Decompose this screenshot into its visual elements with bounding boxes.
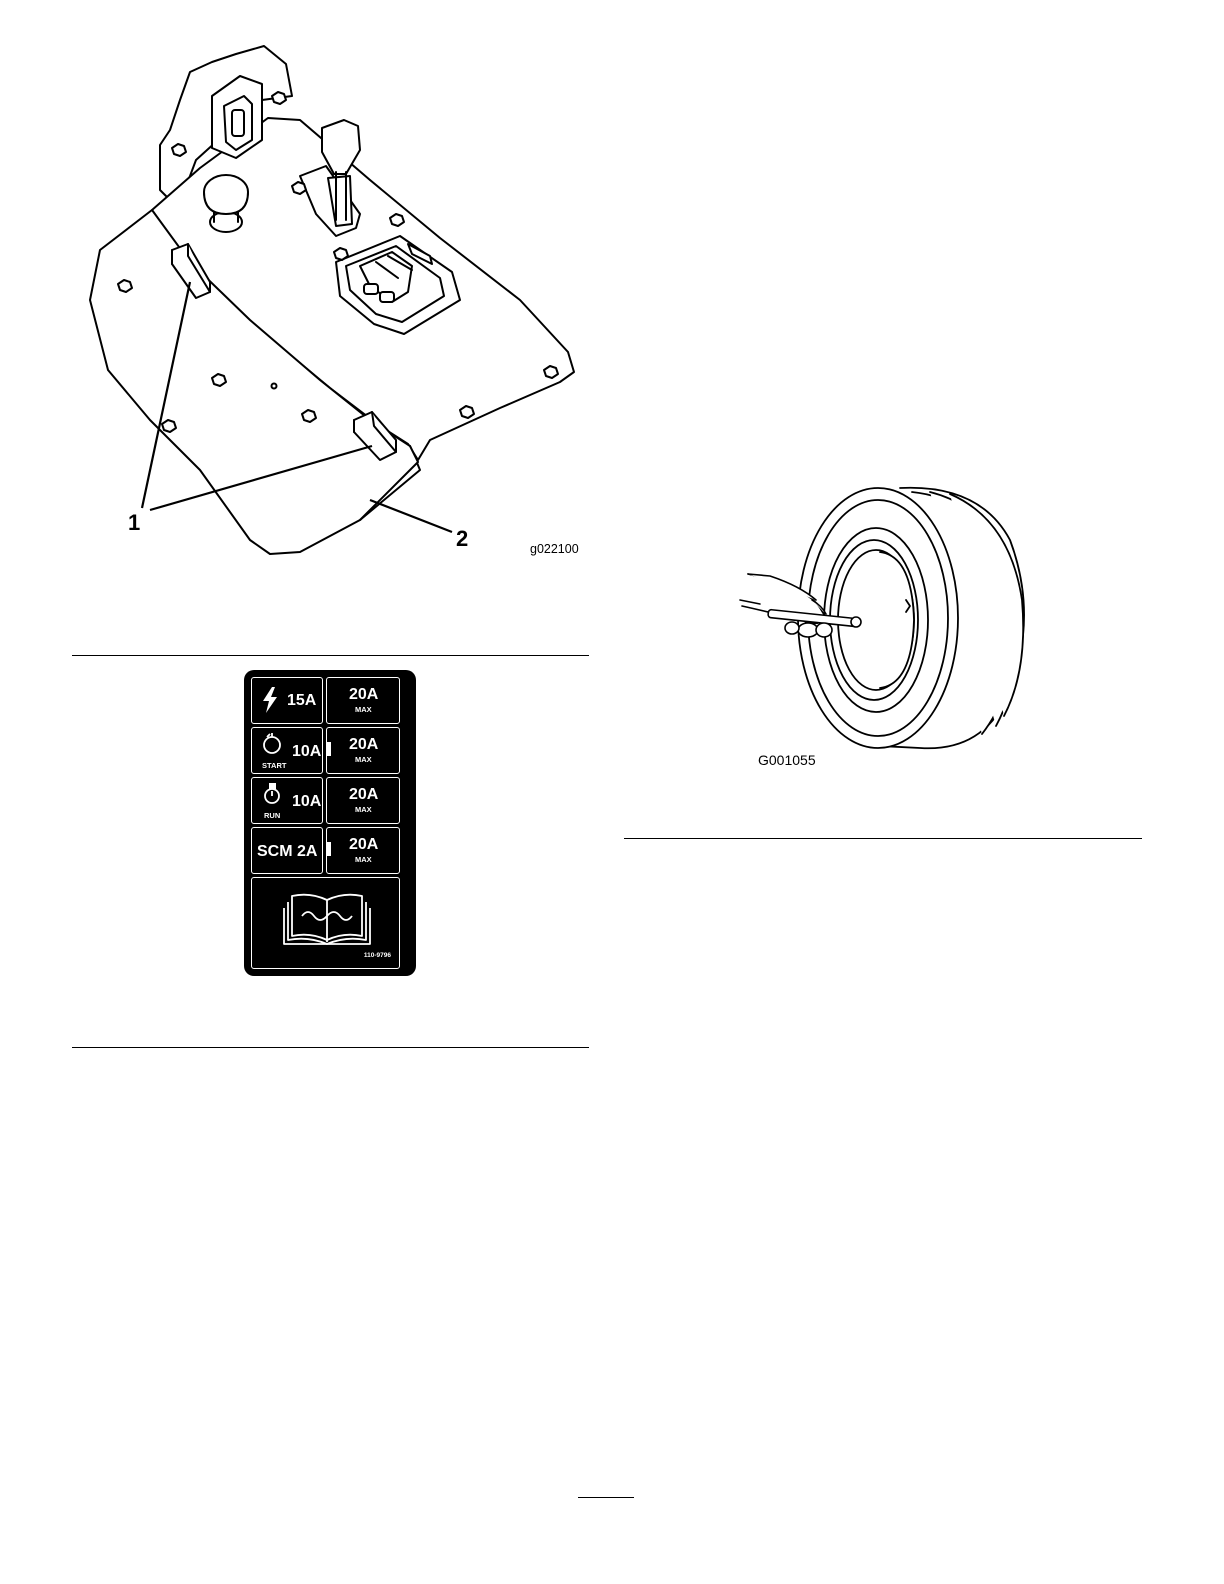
fuse-cell-start — [251, 727, 323, 774]
fuse-amp: 20A — [349, 836, 379, 853]
callout-1: 1 — [128, 510, 141, 535]
fuse-amp: 10A — [292, 793, 322, 810]
fuse-max-label: MAX — [355, 855, 372, 864]
fuse-amp: 20A — [349, 786, 379, 803]
control-panel-illustration — [80, 40, 600, 580]
figure-divider — [72, 1047, 589, 1048]
fuse-cell-max — [326, 827, 400, 874]
fuse-cell-run — [251, 777, 323, 824]
figure-divider — [624, 838, 1142, 839]
fuse-cell-manual — [251, 877, 400, 969]
fuse-run-label: RUN — [264, 811, 281, 820]
fuse-cell-max — [326, 677, 400, 724]
figure-code: g022100 — [530, 542, 579, 556]
page-number-rule — [578, 1497, 634, 1498]
tire-pressure-illustration — [730, 480, 1040, 760]
fuse-max-label: MAX — [355, 705, 372, 714]
fuse-amp: 20A — [349, 736, 379, 753]
fuse-start-label: START — [262, 761, 287, 770]
fuse-amp: SCM 2A — [257, 843, 318, 860]
fuse-amp: 20A — [349, 686, 379, 703]
fuse-cell-accessory — [251, 677, 323, 724]
read-manual-icon — [280, 886, 374, 946]
figure-divider — [72, 655, 589, 656]
fuse-decal — [244, 670, 416, 976]
fuse-max-label: MAX — [355, 755, 372, 764]
fuse-cell-max — [326, 727, 400, 774]
fuse-max-label: MAX — [355, 805, 372, 814]
callout-2: 2 — [456, 526, 469, 551]
decal-code: 110-9796 — [363, 952, 391, 959]
fuse-cell-max — [326, 777, 400, 824]
figure-code: G001055 — [758, 752, 816, 768]
fuse-amp: 15A — [287, 692, 317, 709]
fuse-cell-scm — [251, 827, 323, 874]
lightning-icon — [261, 687, 279, 713]
engine-start-icon — [262, 733, 282, 755]
fuse-amp: 10A — [292, 743, 322, 760]
engine-run-icon — [262, 783, 282, 805]
